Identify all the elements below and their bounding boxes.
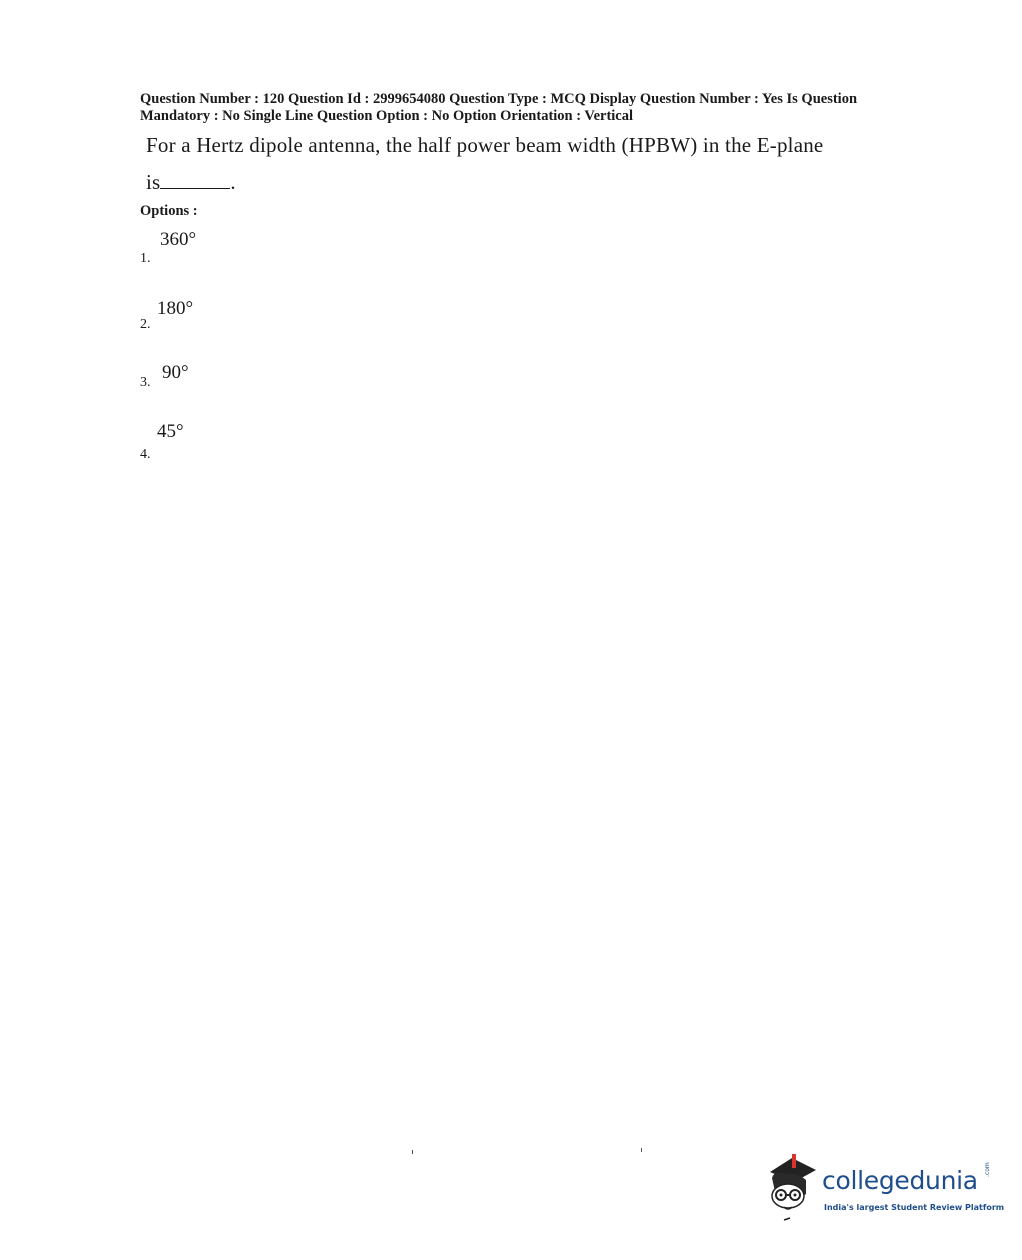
student-mascot-icon [762,1150,822,1230]
logo-domain-suffix: .com [984,1162,991,1177]
option-3-number: 3. [140,375,151,390]
logo-tagline: India's largest Student Review Platform [824,1203,1005,1212]
option-2-value: 180° [157,298,194,319]
page-mark [641,1148,642,1152]
question-text-line-1: For a Hertz dipole antenna, the half power beam width (HPBW) in the E-plane [146,133,824,157]
question-text-suffix: . [230,170,236,194]
question-text-prefix: is [146,170,161,194]
option-2-number: 2. [140,317,151,332]
collegedunia-logo [762,1150,1005,1230]
options-label: Options : [140,203,198,219]
metadata-line-1: Question Number : 120 Question Id : 2999654080 Question Type : MCQ Display Question Number : Yes Is Question [140,91,858,107]
question-metadata [140,91,900,125]
option-1-number: 1. [140,251,151,266]
page-mark [412,1150,413,1154]
option-3-value: 90° [162,362,189,383]
option-4-number: 4. [140,447,151,462]
option-1-value: 360° [160,229,197,250]
metadata-line-2: Mandatory : No Single Line Question Option : No Option Orientation : Vertical [140,108,634,124]
question-text-line-2 [146,170,236,195]
logo-wordmark: collegedunia [822,1166,978,1195]
answer-blank [160,174,230,189]
option-4-value: 45° [157,421,184,442]
